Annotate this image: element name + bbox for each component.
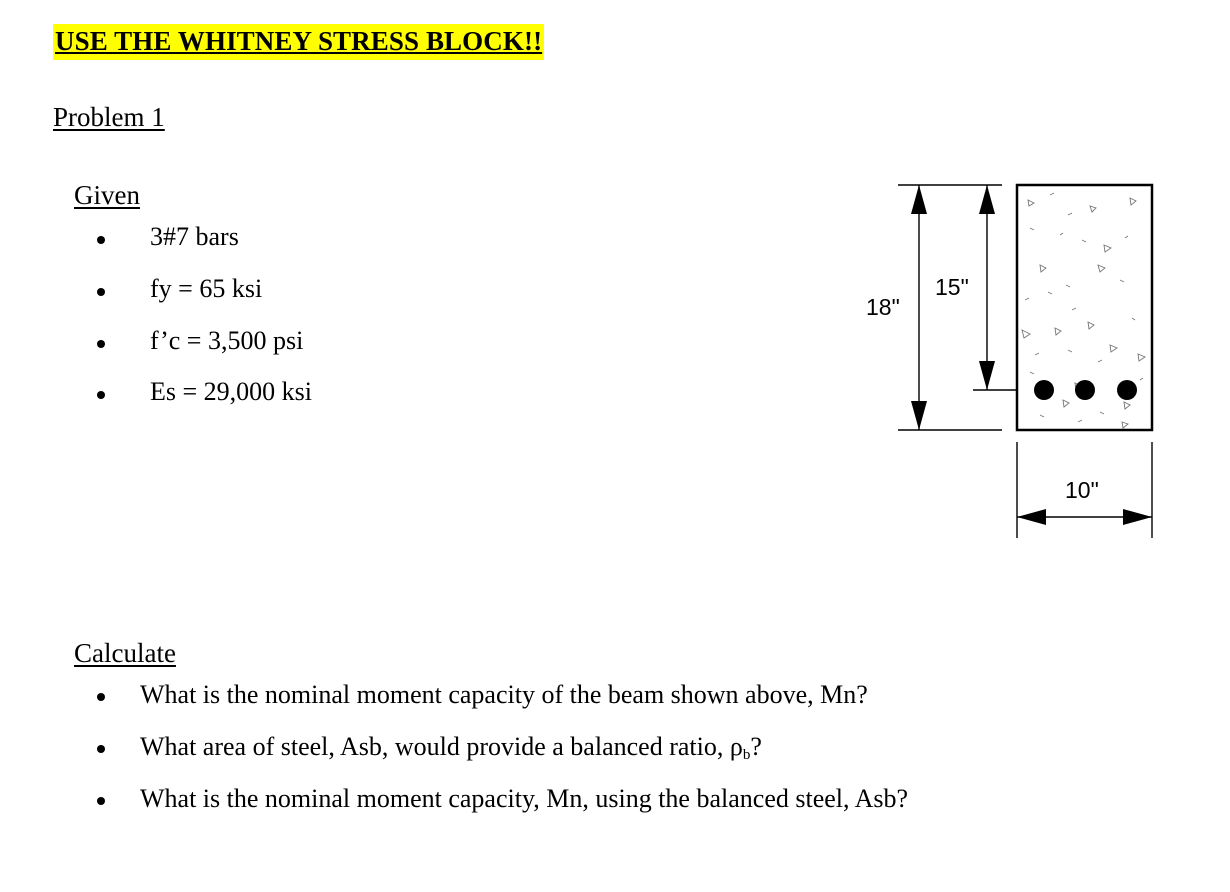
question-2 bbox=[140, 732, 762, 764]
arrow-down-icon bbox=[911, 401, 927, 430]
arrow-up-icon bbox=[979, 185, 995, 214]
given-item-fy: fy = 65 ksi bbox=[150, 274, 263, 303]
given-item-fc: f’c = 3,500 psi bbox=[150, 326, 304, 355]
question-3: What is the nominal moment capacity, Mn, using the balanced steel, Asb? bbox=[140, 784, 909, 813]
bullet-icon bbox=[97, 693, 105, 701]
rebar-icon bbox=[1117, 380, 1137, 400]
calculate-heading: Calculate bbox=[74, 638, 176, 668]
rebar-icon bbox=[1034, 380, 1054, 400]
rho-subscript: b bbox=[742, 747, 751, 763]
whitney-banner: USE THE WHITNEY STRESS BLOCK!! bbox=[53, 24, 544, 60]
arrow-left-icon bbox=[1017, 509, 1046, 525]
question-2-suffix: ? bbox=[750, 732, 762, 761]
problem-title: Problem 1 bbox=[53, 102, 165, 132]
arrow-up-icon bbox=[911, 185, 927, 214]
dim-label-15: 15" bbox=[935, 274, 969, 300]
question-1: What is the nominal moment capacity of the beam shown above, Mn? bbox=[140, 680, 868, 709]
arrow-down-icon bbox=[979, 361, 995, 390]
given-heading: Given bbox=[74, 180, 140, 210]
arrow-right-icon bbox=[1123, 509, 1152, 525]
given-item-es: Es = 29,000 ksi bbox=[150, 377, 313, 406]
question-2-text: What area of steel, Asb, would provide a balanced ratio, ρ bbox=[140, 732, 743, 761]
dim-label-18: 18" bbox=[866, 294, 900, 320]
rebar-group bbox=[1034, 380, 1137, 400]
given-item-bars: 3#7 bars bbox=[150, 222, 239, 251]
bullet-icon bbox=[97, 745, 105, 753]
bullet-icon bbox=[97, 797, 105, 805]
rebar-icon bbox=[1075, 380, 1095, 400]
dim-label-10: 10" bbox=[1065, 477, 1099, 503]
